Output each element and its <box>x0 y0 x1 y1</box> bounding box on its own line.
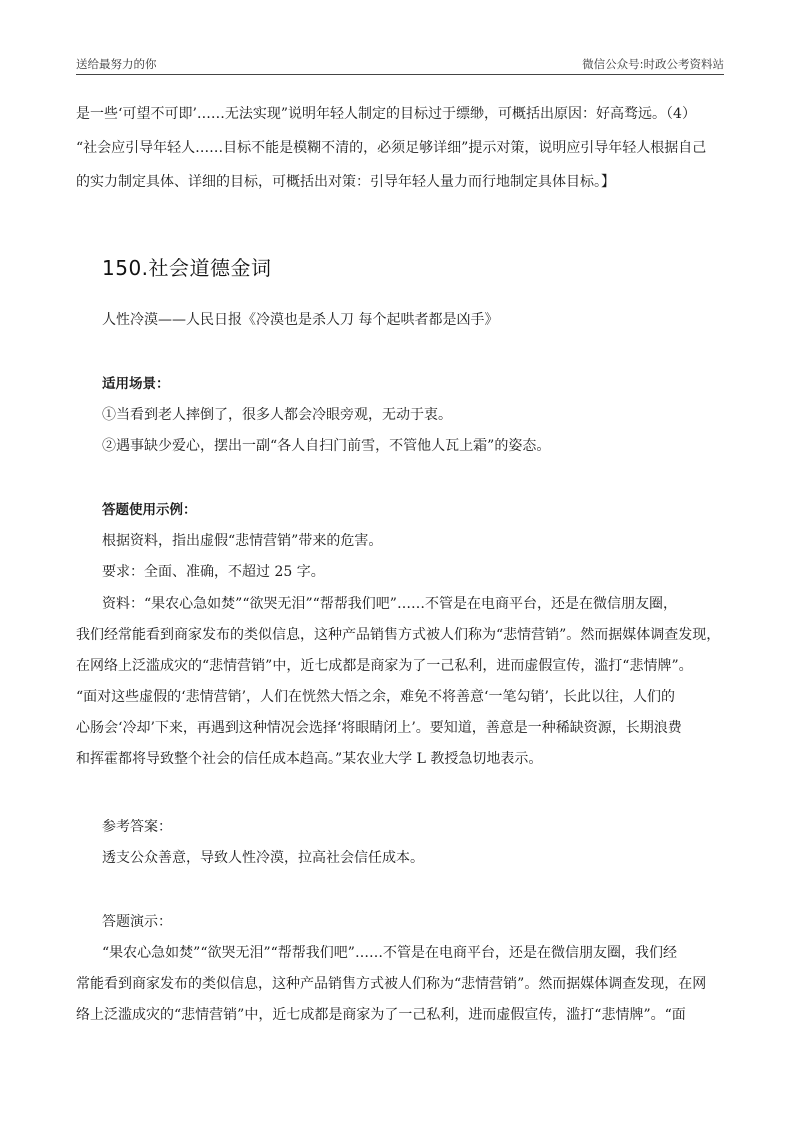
page-header <box>76 52 724 75</box>
example-question: 根据资料，指出虚假“悲情营销”带来的危害。 <box>102 533 383 549</box>
section-subtitle: 人性冷漠——人民日报《冷漠也是杀人刀 每个起哄者都是凶手》 <box>102 312 499 328</box>
demo-line-1: “果农心急如焚”“欲哭无泪”“帮帮我们吧”……不管是在电商平台，还是在微信朋友圈，我们经 <box>102 945 677 961</box>
material-line-2: 我们经常能看到商家发布的类似信息，这种产品销售方式被人们称为“悲情营销”。然而据媒体调查发现， <box>76 627 721 643</box>
material-line-3: 在网络上泛滥成灾的“悲情营销”中，近七成都是商家为了一己私利，进而虚假宣传，滥打“悲情牌”。 <box>76 658 693 674</box>
intro-line-2: “社会应引导年轻人……目标不能是模糊不清的，必须足够详细”提示对策，说明应引导年轻人根据自己 <box>76 140 707 156</box>
intro-line-3: 的实力制定具体、详细的目标，可概括出对策：引导年轻人量力而行地制定具体目标。】 <box>76 174 615 190</box>
material-line-1: 资料：“果农心急如焚”“欲哭无泪”“帮帮我们吧”……不管是在电商平台，还是在微信朋友圈， <box>102 596 677 612</box>
intro-line-1: 是一些‘可望不可即’……无法实现”说明年轻人制定的目标过于缥缈，可概括出原因：好高骛远。（4） <box>76 106 696 122</box>
scene-item-1: ①当看到老人摔倒了，很多人都会冷眼旁观，无动于衷。 <box>102 407 452 423</box>
material-line-4: “面对这些虚假的‘悲情营销’，人们在恍然大悟之余，难免不将善意‘一笔勾销’，长此以往，人们的 <box>76 689 675 705</box>
header-left-text: 送给最努力的你 <box>76 57 157 71</box>
demo-line-3: 络上泛滥成灾的“悲情营销”中，近七成都是商家为了一己私利，进而虚假宣传，滥打“悲情牌”。“面 <box>76 1007 686 1023</box>
example-label: 答题使用示例： <box>102 502 197 518</box>
material-line-5: 心肠会‘冷却’下来，再遇到这种情况会选择‘将眼睛闭上’。要知道，善意是一种稀缺资源，长期浪费 <box>76 720 682 736</box>
header-right-text: 微信公众号:时政公考资料站 <box>582 57 724 71</box>
demo-label: 答题演示： <box>102 914 172 930</box>
section-title: 150.社会道德金词 <box>102 256 272 280</box>
scene-item-2: ②遇事缺少爱心，摆出一副“各人自扫门前雪，不管他人瓦上霜”的姿态。 <box>102 438 551 454</box>
reference-answer: 透支公众善意，导致人性冷漠，拉高社会信任成本。 <box>102 850 424 866</box>
reference-label: 参考答案： <box>102 819 172 835</box>
scenes-label: 适用场景： <box>102 376 170 392</box>
example-requirement: 要求：全面、准确，不超过 25 字。 <box>102 564 325 580</box>
material-line-6: 和挥霍都将导致整个社会的信任成本趋高。”某农业大学 L 教授急切地表示。 <box>76 751 543 767</box>
demo-line-2: 常能看到商家发布的类似信息，这种产品销售方式被人们称为“悲情营销”。然而据媒体调查发现，在网 <box>76 976 707 992</box>
